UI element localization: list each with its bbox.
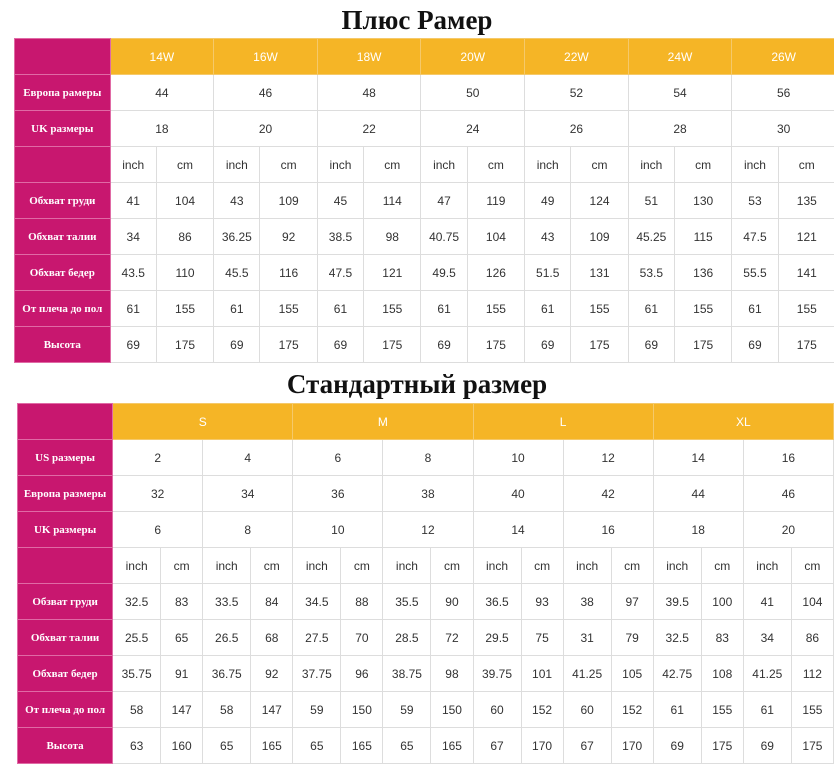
unit-cm: cm [778,147,834,183]
eu-size-value: 44 [110,75,214,111]
unit-cm: cm [260,147,317,183]
uk-size-value: 18 [653,512,743,548]
measure-value: 72 [431,620,473,656]
uk-size-value: 18 [110,111,214,147]
measure-value: 98 [364,219,421,255]
unit-inch: inch [421,147,467,183]
measure-value: 43 [525,219,571,255]
uk-size-row [15,111,834,147]
measure-value: 42.75 [653,656,701,692]
unit-inch: inch [203,548,251,584]
measure-value: 65 [293,728,341,764]
measure-value: 131 [571,255,628,291]
measure-value: 45.5 [214,255,260,291]
measure-value: 114 [364,183,421,219]
measure-value: 69 [653,728,701,764]
measure-value: 155 [571,291,628,327]
measure-value: 41 [743,584,791,620]
measure-value: 175 [674,327,731,363]
measure-value: 33.5 [203,584,251,620]
measure-value: 116 [260,255,317,291]
measure-value: 96 [341,656,383,692]
eu-size-value: 38 [383,476,473,512]
row-label: Европа размеры [18,476,113,512]
us-size-value: 2 [113,440,203,476]
uk-size-value: 14 [473,512,563,548]
measure-value: 43.5 [110,255,156,291]
size-header: 26W [732,39,834,75]
unit-cm: cm [791,548,833,584]
plus-size-title: Плюс Рамер [341,5,493,35]
measure-value: 61 [421,291,467,327]
measure-value: 43 [214,183,260,219]
measure-value: 41.25 [743,656,791,692]
measure-value: 41.25 [563,656,611,692]
row-label: Высота [15,327,111,363]
measure-value: 104 [156,183,213,219]
uk-size-value: 8 [203,512,293,548]
measure-value: 65 [161,620,203,656]
uk-size-row [18,512,834,548]
uk-size-value: 22 [317,111,421,147]
measure-value: 175 [791,728,833,764]
size-header: XL [653,404,833,440]
eu-size-value: 40 [473,476,563,512]
measure-value: 37.75 [293,656,341,692]
size-header: S [113,404,293,440]
row-label: UK размеры [18,512,113,548]
measure-value: 53.5 [628,255,674,291]
measure-value: 41 [110,183,156,219]
measure-value: 155 [364,291,421,327]
eu-size-value: 52 [525,75,629,111]
unit-inch: inch [383,548,431,584]
measure-value: 29.5 [473,620,521,656]
unit-cm: cm [571,147,628,183]
row-label: UK размеры [15,111,111,147]
measure-row [15,183,834,219]
measure-value: 93 [521,584,563,620]
measure-value: 97 [611,584,653,620]
measure-value: 121 [778,219,834,255]
unit-row [18,548,834,584]
measure-value: 31 [563,620,611,656]
unit-cm: cm [341,548,383,584]
size-header: M [293,404,473,440]
row-label: Обхват бедер [15,255,111,291]
measure-row [15,219,834,255]
unit-cm: cm [364,147,421,183]
unit-inch: inch [743,548,791,584]
measure-value: 90 [431,584,473,620]
measure-value: 147 [161,692,203,728]
measure-value: 175 [260,327,317,363]
measure-value: 175 [156,327,213,363]
measure-value: 60 [563,692,611,728]
measure-value: 28.5 [383,620,431,656]
measure-value: 175 [467,327,524,363]
eu-size-value: 36 [293,476,383,512]
measure-value: 170 [611,728,653,764]
measure-value: 58 [113,692,161,728]
eu-size-value: 54 [628,75,732,111]
measure-value: 69 [317,327,363,363]
measure-value: 27.5 [293,620,341,656]
row-label: Обхват груди [15,183,111,219]
measure-value: 92 [260,219,317,255]
measure-value: 170 [521,728,563,764]
measure-value: 49.5 [421,255,467,291]
measure-value: 83 [161,584,203,620]
measure-value: 39.5 [653,584,701,620]
corner-cell [15,39,111,75]
measure-value: 51 [628,183,674,219]
uk-size-value: 26 [525,111,629,147]
row-label: Обзват груди [18,584,113,620]
measure-row [18,692,834,728]
measure-value: 32.5 [113,584,161,620]
eu-size-value: 48 [317,75,421,111]
measure-value: 61 [743,692,791,728]
measure-value: 135 [778,183,834,219]
row-label: Обхват талии [18,620,113,656]
unit-inch: inch [563,548,611,584]
eu-size-row [18,476,834,512]
measure-value: 86 [791,620,833,656]
size-header-row [15,39,834,75]
measure-value: 108 [701,656,743,692]
measure-value: 61 [732,291,778,327]
uk-size-value: 12 [383,512,473,548]
measure-value: 47 [421,183,467,219]
measure-value: 65 [383,728,431,764]
measure-value: 126 [467,255,524,291]
measure-value: 155 [778,291,834,327]
measure-value: 47.5 [732,219,778,255]
measure-value: 35.5 [383,584,431,620]
measure-value: 68 [251,620,293,656]
unit-cm: cm [701,548,743,584]
row-label: Высота [18,728,113,764]
measure-value: 119 [467,183,524,219]
measure-value: 104 [467,219,524,255]
unit-inch: inch [293,548,341,584]
unit-cm: cm [251,548,293,584]
unit-inch: inch [525,147,571,183]
size-header: 20W [421,39,525,75]
measure-value: 45 [317,183,363,219]
uk-size-value: 20 [743,512,833,548]
unit-cm: cm [521,548,563,584]
eu-size-value: 44 [653,476,743,512]
row-label: От плеча до пол [18,692,113,728]
measure-value: 49 [525,183,571,219]
measure-value: 36.25 [214,219,260,255]
measure-value: 112 [791,656,833,692]
measure-value: 91 [161,656,203,692]
us-size-value: 8 [383,440,473,476]
row-label: Обхват талии [15,219,111,255]
unit-inch: inch [113,548,161,584]
measure-value: 155 [156,291,213,327]
measure-value: 175 [571,327,628,363]
measure-value: 83 [701,620,743,656]
eu-size-row [15,75,834,111]
uk-size-value: 10 [293,512,383,548]
unit-inch: inch [473,548,521,584]
measure-value: 155 [701,692,743,728]
measure-value: 115 [674,219,731,255]
measure-value: 69 [628,327,674,363]
corner-cell [18,404,113,440]
measure-value: 155 [674,291,731,327]
standard-size-title: Стандартный размер [286,369,548,399]
measure-value: 88 [341,584,383,620]
row-label: Европа рамеры [15,75,111,111]
measure-value: 69 [743,728,791,764]
size-header: 14W [110,39,214,75]
measure-row [18,620,834,656]
eu-size-value: 34 [203,476,293,512]
measure-value: 152 [611,692,653,728]
measure-value: 101 [521,656,563,692]
measure-value: 38 [563,584,611,620]
measure-value: 38.5 [317,219,363,255]
measure-value: 92 [251,656,293,692]
measure-value: 51.5 [525,255,571,291]
us-size-value: 10 [473,440,563,476]
size-header: 16W [214,39,318,75]
measure-value: 104 [791,584,833,620]
eu-size-value: 46 [214,75,318,111]
size-header: 18W [317,39,421,75]
measure-value: 55.5 [732,255,778,291]
plus-size-table [14,38,834,363]
measure-value: 155 [791,692,833,728]
measure-value: 67 [563,728,611,764]
measure-value: 65 [203,728,251,764]
measure-value: 69 [110,327,156,363]
unit-cm: cm [611,548,653,584]
measure-value: 40.75 [421,219,467,255]
measure-value: 69 [525,327,571,363]
size-header: 24W [628,39,732,75]
measure-value: 100 [701,584,743,620]
row-label: US размеры [18,440,113,476]
measure-row [15,291,834,327]
eu-size-value: 46 [743,476,833,512]
row-label [15,147,111,183]
measure-value: 84 [251,584,293,620]
measure-value: 39.75 [473,656,521,692]
measure-value: 61 [214,291,260,327]
measure-value: 61 [317,291,363,327]
measure-value: 79 [611,620,653,656]
eu-size-value: 42 [563,476,653,512]
measure-value: 61 [628,291,674,327]
measure-value: 35.75 [113,656,161,692]
measure-value: 34.5 [293,584,341,620]
unit-row [15,147,834,183]
measure-value: 155 [467,291,524,327]
row-label [18,548,113,584]
measure-value: 69 [421,327,467,363]
us-size-value: 14 [653,440,743,476]
us-size-value: 6 [293,440,383,476]
measure-value: 109 [571,219,628,255]
unit-cm: cm [674,147,731,183]
measure-value: 175 [778,327,834,363]
measure-value: 38.75 [383,656,431,692]
measure-value: 165 [341,728,383,764]
measure-value: 121 [364,255,421,291]
eu-size-value: 32 [113,476,203,512]
measure-value: 58 [203,692,251,728]
measure-row [18,728,834,764]
measure-value: 75 [521,620,563,656]
us-size-value: 4 [203,440,293,476]
eu-size-value: 56 [732,75,834,111]
measure-value: 69 [732,327,778,363]
row-label: От плеча до пол [15,291,111,327]
measure-value: 147 [251,692,293,728]
eu-size-value: 50 [421,75,525,111]
us-size-row [18,440,834,476]
measure-value: 155 [260,291,317,327]
measure-value: 32.5 [653,620,701,656]
uk-size-value: 24 [421,111,525,147]
measure-value: 36.5 [473,584,521,620]
unit-cm: cm [156,147,213,183]
measure-value: 25.5 [113,620,161,656]
unit-inch: inch [110,147,156,183]
unit-cm: cm [161,548,203,584]
measure-value: 59 [293,692,341,728]
measure-value: 60 [473,692,521,728]
standard-size-table [17,403,834,764]
measure-value: 34 [743,620,791,656]
measure-value: 130 [674,183,731,219]
size-header: L [473,404,653,440]
size-header: 22W [525,39,629,75]
measure-value: 47.5 [317,255,363,291]
measure-value: 165 [251,728,293,764]
measure-row [15,255,834,291]
unit-inch: inch [653,548,701,584]
measure-value: 36.75 [203,656,251,692]
measure-value: 61 [110,291,156,327]
unit-inch: inch [317,147,363,183]
uk-size-value: 16 [563,512,653,548]
measure-value: 61 [653,692,701,728]
row-label: Обхват бедер [18,656,113,692]
measure-value: 165 [431,728,473,764]
measure-value: 63 [113,728,161,764]
uk-size-value: 30 [732,111,834,147]
uk-size-value: 6 [113,512,203,548]
uk-size-value: 28 [628,111,732,147]
unit-inch: inch [628,147,674,183]
measure-value: 59 [383,692,431,728]
measure-value: 150 [431,692,473,728]
measure-value: 53 [732,183,778,219]
measure-value: 61 [525,291,571,327]
unit-cm: cm [467,147,524,183]
measure-value: 175 [701,728,743,764]
us-size-value: 12 [563,440,653,476]
us-size-value: 16 [743,440,833,476]
measure-value: 110 [156,255,213,291]
measure-row [18,656,834,692]
measure-value: 67 [473,728,521,764]
measure-value: 26.5 [203,620,251,656]
measure-value: 160 [161,728,203,764]
measure-value: 86 [156,219,213,255]
measure-value: 45.25 [628,219,674,255]
unit-cm: cm [431,548,473,584]
size-header-row [18,404,834,440]
measure-row [15,327,834,363]
measure-value: 175 [364,327,421,363]
measure-value: 34 [110,219,156,255]
unit-inch: inch [732,147,778,183]
measure-row [18,584,834,620]
measure-value: 69 [214,327,260,363]
measure-value: 152 [521,692,563,728]
measure-value: 124 [571,183,628,219]
measure-value: 105 [611,656,653,692]
measure-value: 141 [778,255,834,291]
measure-value: 70 [341,620,383,656]
measure-value: 150 [341,692,383,728]
measure-value: 98 [431,656,473,692]
uk-size-value: 20 [214,111,318,147]
measure-value: 136 [674,255,731,291]
measure-value: 109 [260,183,317,219]
unit-inch: inch [214,147,260,183]
